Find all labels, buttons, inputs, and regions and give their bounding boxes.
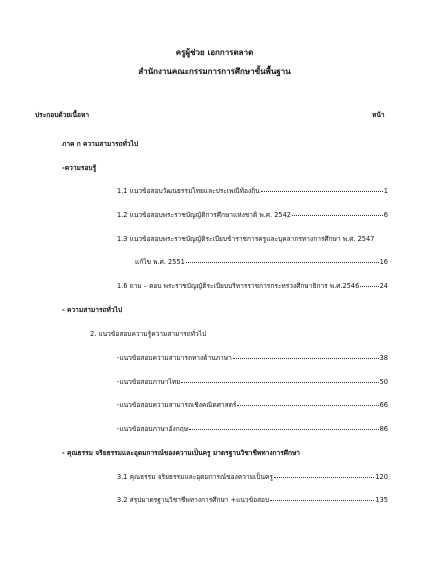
toc-entry-label: 1.6 ถาม – ตอบ พระราชบัญญัติระเบียบบริหารราชการกระทรวงศึกษาธิการ พ.ศ.2546 [117, 282, 360, 290]
toc-entry-page: 24 [379, 282, 388, 290]
dot-leader [292, 215, 383, 216]
ethics-heading: - คุณธรรม จริยธรรมและอุดมการณ์ของความเป็นครู มาตรฐานวิชาชีพทางการศึกษา [62, 449, 301, 457]
toc-entry-page: 120 [375, 473, 388, 481]
toc-entry-label[interactable]: 1.3 แนวข้อสอบพระราชบัญญัติระเบียบข้าราชการครูและบุคลากรทางการศึกษา พ.ศ. 2547 [117, 235, 375, 243]
toc-entry[interactable] [117, 426, 388, 433]
toc-entry[interactable] [117, 355, 388, 362]
toc-entry[interactable] [117, 212, 388, 219]
toc-entry-page: 1 [383, 187, 388, 195]
dot-leader [237, 405, 378, 406]
toc-entry[interactable] [117, 402, 388, 409]
toc-entry-page: 50 [379, 378, 388, 386]
toc-entry-page: 86 [379, 425, 388, 433]
toc-entry-label: 3.1 คุณธรรม จริยธรรมและอุดมการณ์ของความเป็นครู [117, 473, 273, 481]
toc-entry[interactable] [117, 497, 388, 504]
dot-leader [181, 382, 379, 383]
toc-entry-page: 135 [375, 496, 388, 504]
dot-leader [186, 262, 379, 263]
document-title: ครูผู้ช่วย เอกการตลาด [175, 48, 254, 57]
toc-entry-page: 6 [383, 211, 388, 219]
toc-entry[interactable] [135, 259, 388, 266]
toc-entry-label: -แนวข้อสอบความสามารถเชิงคณิตศาสตร์ [117, 401, 237, 409]
toc-entry-label: 1.1 แนวข้อสอบวัฒนธรรมไทยและประเพณีท้องถิ่น [117, 187, 260, 195]
dot-leader [233, 358, 379, 359]
toc-entry-page: 16 [379, 258, 388, 266]
dot-leader [274, 477, 375, 478]
toc-entry-page: 38 [379, 354, 388, 362]
knowledge-heading: -ความรอบรู้ [62, 164, 97, 172]
toc-entry[interactable] [117, 379, 388, 386]
dot-leader [189, 429, 379, 430]
dot-leader [261, 191, 383, 192]
toc-entry[interactable] [117, 283, 388, 290]
toc-entry-label: 3.2 สรุปมาตรฐานวิชาชีพทางการศึกษา +แนวข้อสอบ [117, 496, 270, 504]
toc-entry-label: -แนวข้อสอบภาษาไทย [117, 378, 181, 386]
toc-entry-page: 66 [379, 401, 388, 409]
toc-entry-label: แก้ไข พ.ศ. 2551 [135, 258, 185, 266]
toc-entry-label: 1.2 แนวข้อสอบพระราชบัญญัติการศึกษาแห่งชาติ พ.ศ. 2542 [117, 211, 291, 219]
dot-leader [270, 500, 374, 501]
part-a-heading: ภาค ก ความสามารถทั่วไป [62, 140, 139, 148]
page-column-label: หน้า [372, 111, 385, 119]
toc-entry[interactable] [117, 188, 388, 195]
toc-entry-label: -แนวข้อสอบความสามารถทางด้านภาษา [117, 354, 232, 362]
toc-entry[interactable] [117, 474, 388, 481]
general-ability-heading: - ความสามารถทั่วไป [62, 306, 123, 314]
dot-leader [360, 286, 378, 287]
contents-label: ประกอบด้วยเนื้อหา [35, 111, 90, 119]
general-ability-subheading: 2. แนวข้อสอบความรู้ความสามารถทั่วไป [90, 330, 207, 338]
toc-entry-label: -แนวข้อสอบภาษาอังกฤษ [117, 425, 189, 433]
document-subtitle: สำนักงานคณะกรรมการการศึกษาขั้นพื้นฐาน [138, 67, 291, 76]
